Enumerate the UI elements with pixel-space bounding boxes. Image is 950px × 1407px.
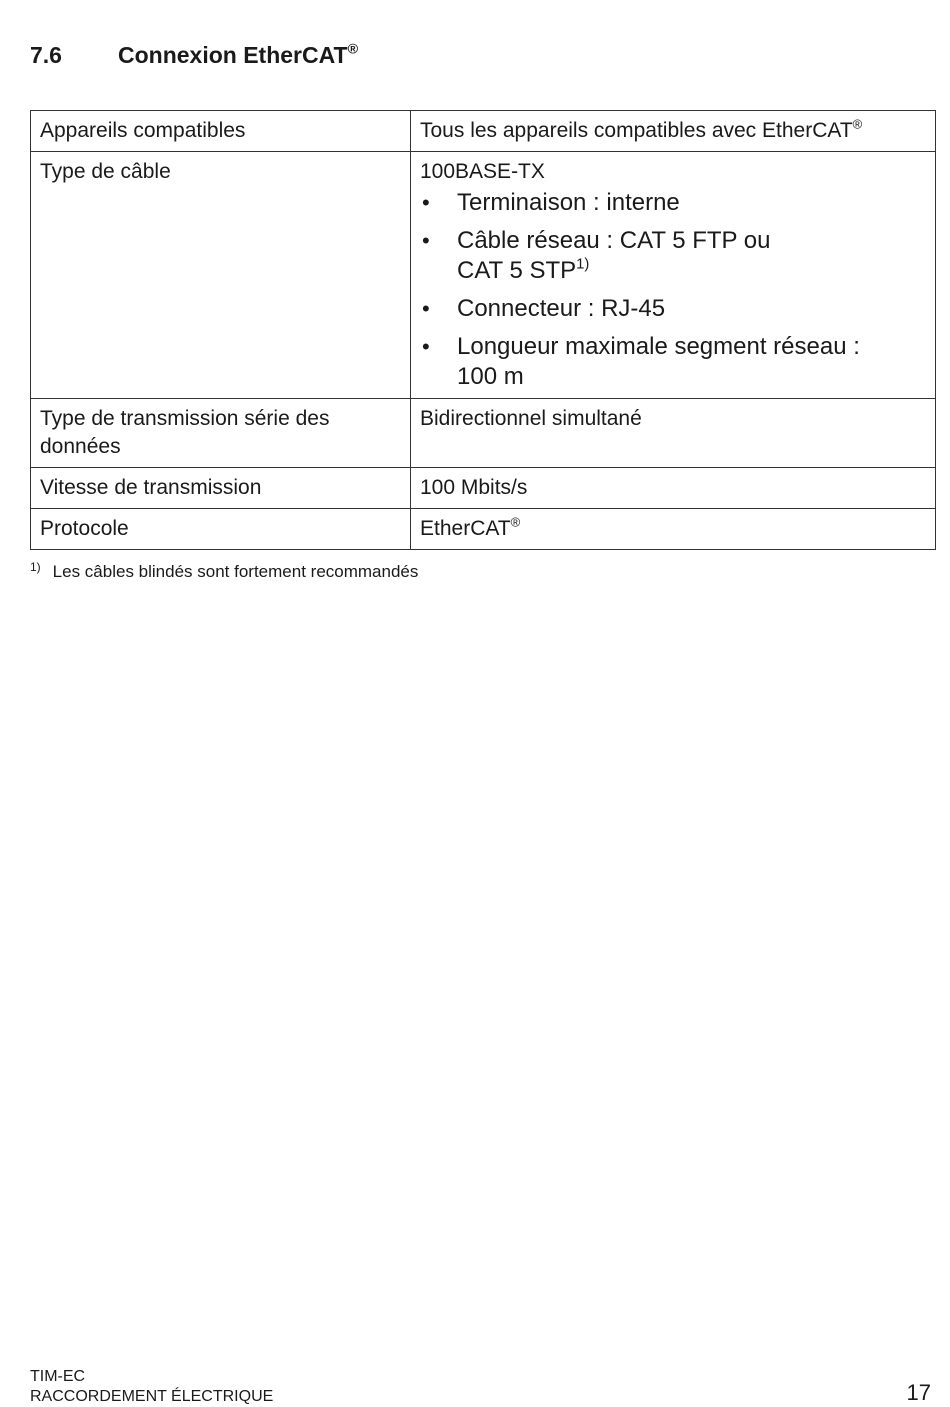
bullet-icon: • [422, 228, 430, 253]
bullet-icon: • [422, 190, 430, 215]
footnote-mark: 1) [30, 560, 41, 574]
row-value-text: EtherCAT [420, 517, 511, 540]
page-number: 17 [906, 1380, 931, 1405]
footnote [30, 560, 418, 582]
row-label: Type de câble [31, 152, 411, 399]
cable-spec-list [420, 188, 926, 392]
row-label: Type de transmission série des données [31, 399, 411, 468]
footnote-ref: 1) [576, 256, 590, 273]
list-item [420, 226, 926, 286]
row-value: 100 Mbits/s [411, 468, 936, 509]
table-row [31, 468, 936, 509]
list-item [420, 332, 926, 392]
registered-mark: ® [852, 116, 863, 132]
row-value [411, 509, 936, 550]
table-row [31, 399, 936, 468]
footnote-text: Les câbles blindés sont fortement recommandés [52, 562, 419, 581]
list-item-text: Câble réseau : CAT 5 FTP ou [457, 227, 771, 254]
table-row [31, 152, 936, 399]
spec-table [30, 110, 936, 550]
registered-mark: ® [510, 514, 521, 530]
bullet-icon: • [422, 334, 430, 359]
list-item [420, 188, 926, 218]
list-item-text: Connecteur : RJ-45 [457, 295, 666, 322]
list-item [420, 294, 926, 324]
section-heading [30, 42, 358, 69]
section-title: Connexion EtherCAT [118, 42, 348, 68]
list-item-text: 100 m [457, 363, 524, 390]
registered-mark: ® [347, 41, 359, 58]
row-value-text: Tous les appareils compatibles avec EtherCAT [420, 119, 853, 142]
list-item-text: Longueur maximale segment réseau : [457, 333, 860, 360]
row-label: Vitesse de transmission [31, 468, 411, 509]
table-row [31, 509, 936, 550]
bullet-icon: • [422, 296, 430, 321]
page-footer [30, 1367, 273, 1407]
row-value [411, 111, 936, 152]
list-item-text: CAT 5 STP [457, 257, 577, 284]
row-label: Appareils compatibles [31, 111, 411, 152]
row-value [411, 152, 936, 399]
section-number: 7.6 [30, 42, 62, 68]
list-item-text: Terminaison : interne [457, 189, 680, 216]
footer-product: TIM-EC [30, 1368, 86, 1385]
footer-chapter: RACCORDEMENT ÉLECTRIQUE [30, 1388, 274, 1405]
row-value-text: 100BASE-TX [420, 160, 545, 183]
row-label: Protocole [31, 509, 411, 550]
row-value: Bidirectionnel simultané [411, 399, 936, 468]
table-row [31, 111, 936, 152]
